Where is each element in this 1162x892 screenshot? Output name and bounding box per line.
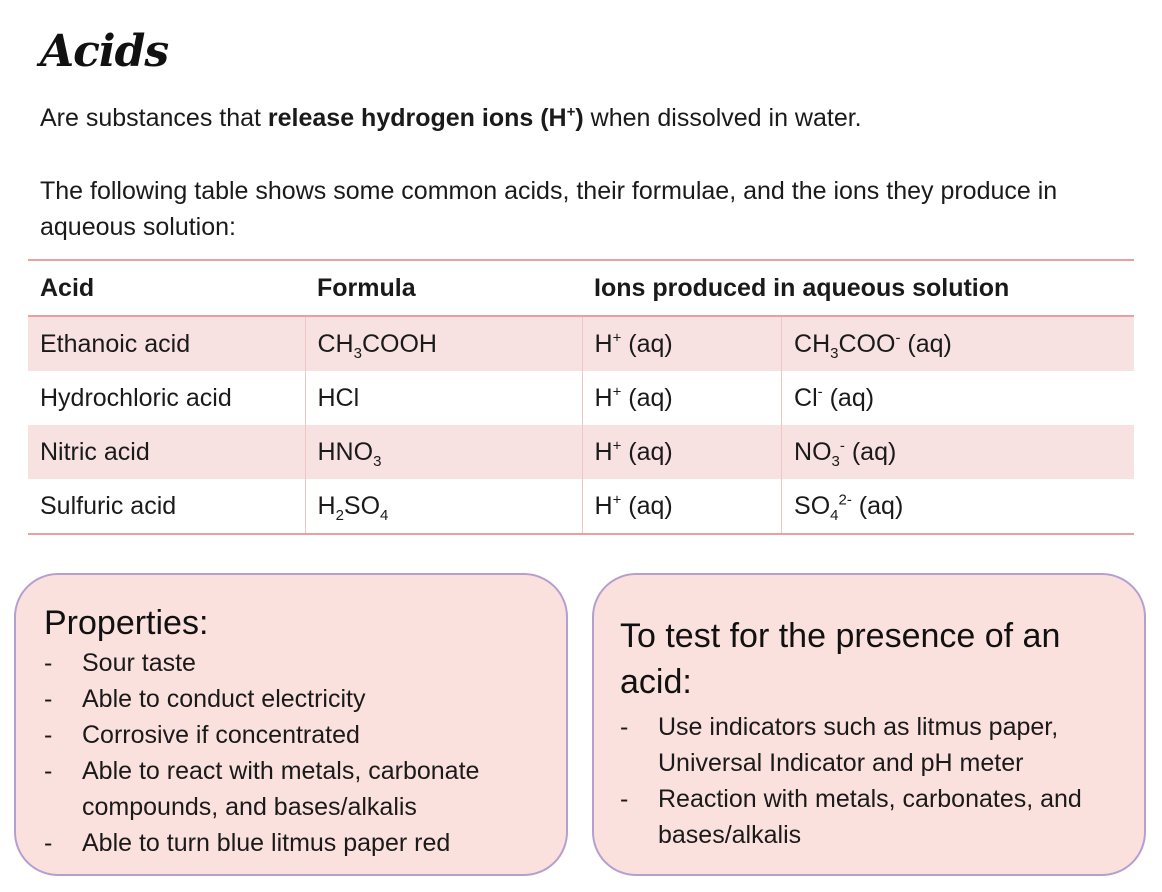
list-item-text: Able to conduct electricity: [82, 685, 366, 713]
table-row: [28, 425, 1134, 479]
header-formula: Formula: [305, 260, 582, 316]
table-intro: The following table shows some common acids, their formulae, and the ions they produce in aqueous solution:: [40, 177, 1058, 241]
acid-name-cell: Nitric acid: [28, 425, 305, 479]
list-item: [44, 681, 566, 717]
formula-cell: $H_2SO_4$: [305, 479, 582, 534]
bullet-dash: -: [620, 713, 629, 741]
list-item: [44, 825, 566, 861]
hydrogen-ion-cell: H+ (aq): [582, 316, 782, 371]
list-item: [620, 781, 1124, 853]
acids-table: [28, 259, 1134, 535]
definition-emphasis: release hydrogen ions (H+): [267, 103, 584, 132]
definition-text-end: when dissolved in water.: [583, 104, 862, 132]
bullet-dash: -: [44, 649, 53, 677]
properties-heading: Properties:: [44, 604, 209, 642]
anion-cell: $NO_3^-$ (aq): [782, 425, 1134, 479]
header-acid: Acid: [28, 260, 305, 316]
list-item: [44, 753, 566, 825]
acid-test-list: [620, 709, 1124, 853]
list-item-text: Able to turn blue litmus paper red: [82, 829, 451, 857]
list-item: [620, 709, 1124, 781]
list-item-text: Able to react with metals, carbonate compounds, and bases/alkalis: [82, 757, 480, 821]
anion-cell: $SO_4^{2-}$ (aq): [782, 479, 1134, 534]
definition-text-start: Are substances that: [40, 104, 268, 132]
hydrogen-ion-cell: H+ (aq): [582, 479, 782, 534]
bullet-dash: -: [620, 785, 629, 813]
acid-test-heading: To test for the presence of an acid:: [620, 617, 1061, 701]
anion-cell: $CH_3COO^-$ (aq): [782, 316, 1134, 371]
bullet-dash: -: [44, 757, 53, 785]
formula-cell: $CH_3COOH$: [305, 316, 582, 371]
anion-cell: Cl- (aq): [782, 371, 1134, 425]
acid-test-box: [592, 573, 1146, 876]
acid-name-cell: Sulfuric acid: [40, 491, 177, 520]
acid-name-cell: Ethanoic acid: [28, 316, 305, 371]
list-item-text: Use indicators such as litmus paper, Universal Indicator and pH meter: [658, 713, 1059, 777]
formula-cell: $HNO_3$: [305, 425, 582, 479]
list-item: [44, 645, 566, 681]
acid-name-cell: Hydrochloric acid: [40, 383, 232, 412]
table-row: [28, 479, 1134, 534]
bullet-dash: -: [44, 829, 53, 857]
properties-list: [44, 645, 566, 861]
list-item: [44, 717, 566, 753]
acid-definition: [40, 100, 862, 136]
list-item-text: Sour taste: [82, 649, 196, 677]
properties-box: [14, 573, 568, 876]
hydrogen-ion-cell: H+ (aq): [582, 371, 782, 425]
hydrogen-ion-cell: H+ (aq): [582, 425, 782, 479]
header-ions: Ions produced in aqueous solution: [582, 260, 1134, 316]
bullet-dash: -: [44, 721, 53, 749]
formula-cell: HCl: [305, 371, 582, 425]
table-header-row: [28, 260, 1134, 316]
page-title: Acids: [40, 26, 169, 77]
list-item-text: Corrosive if concentrated: [82, 721, 360, 749]
table-row: [28, 371, 1134, 425]
list-item-text: Reaction with metals, carbonates, and bases/alkalis: [658, 785, 1082, 849]
table-row: [28, 316, 1134, 371]
bullet-dash: -: [44, 685, 53, 713]
